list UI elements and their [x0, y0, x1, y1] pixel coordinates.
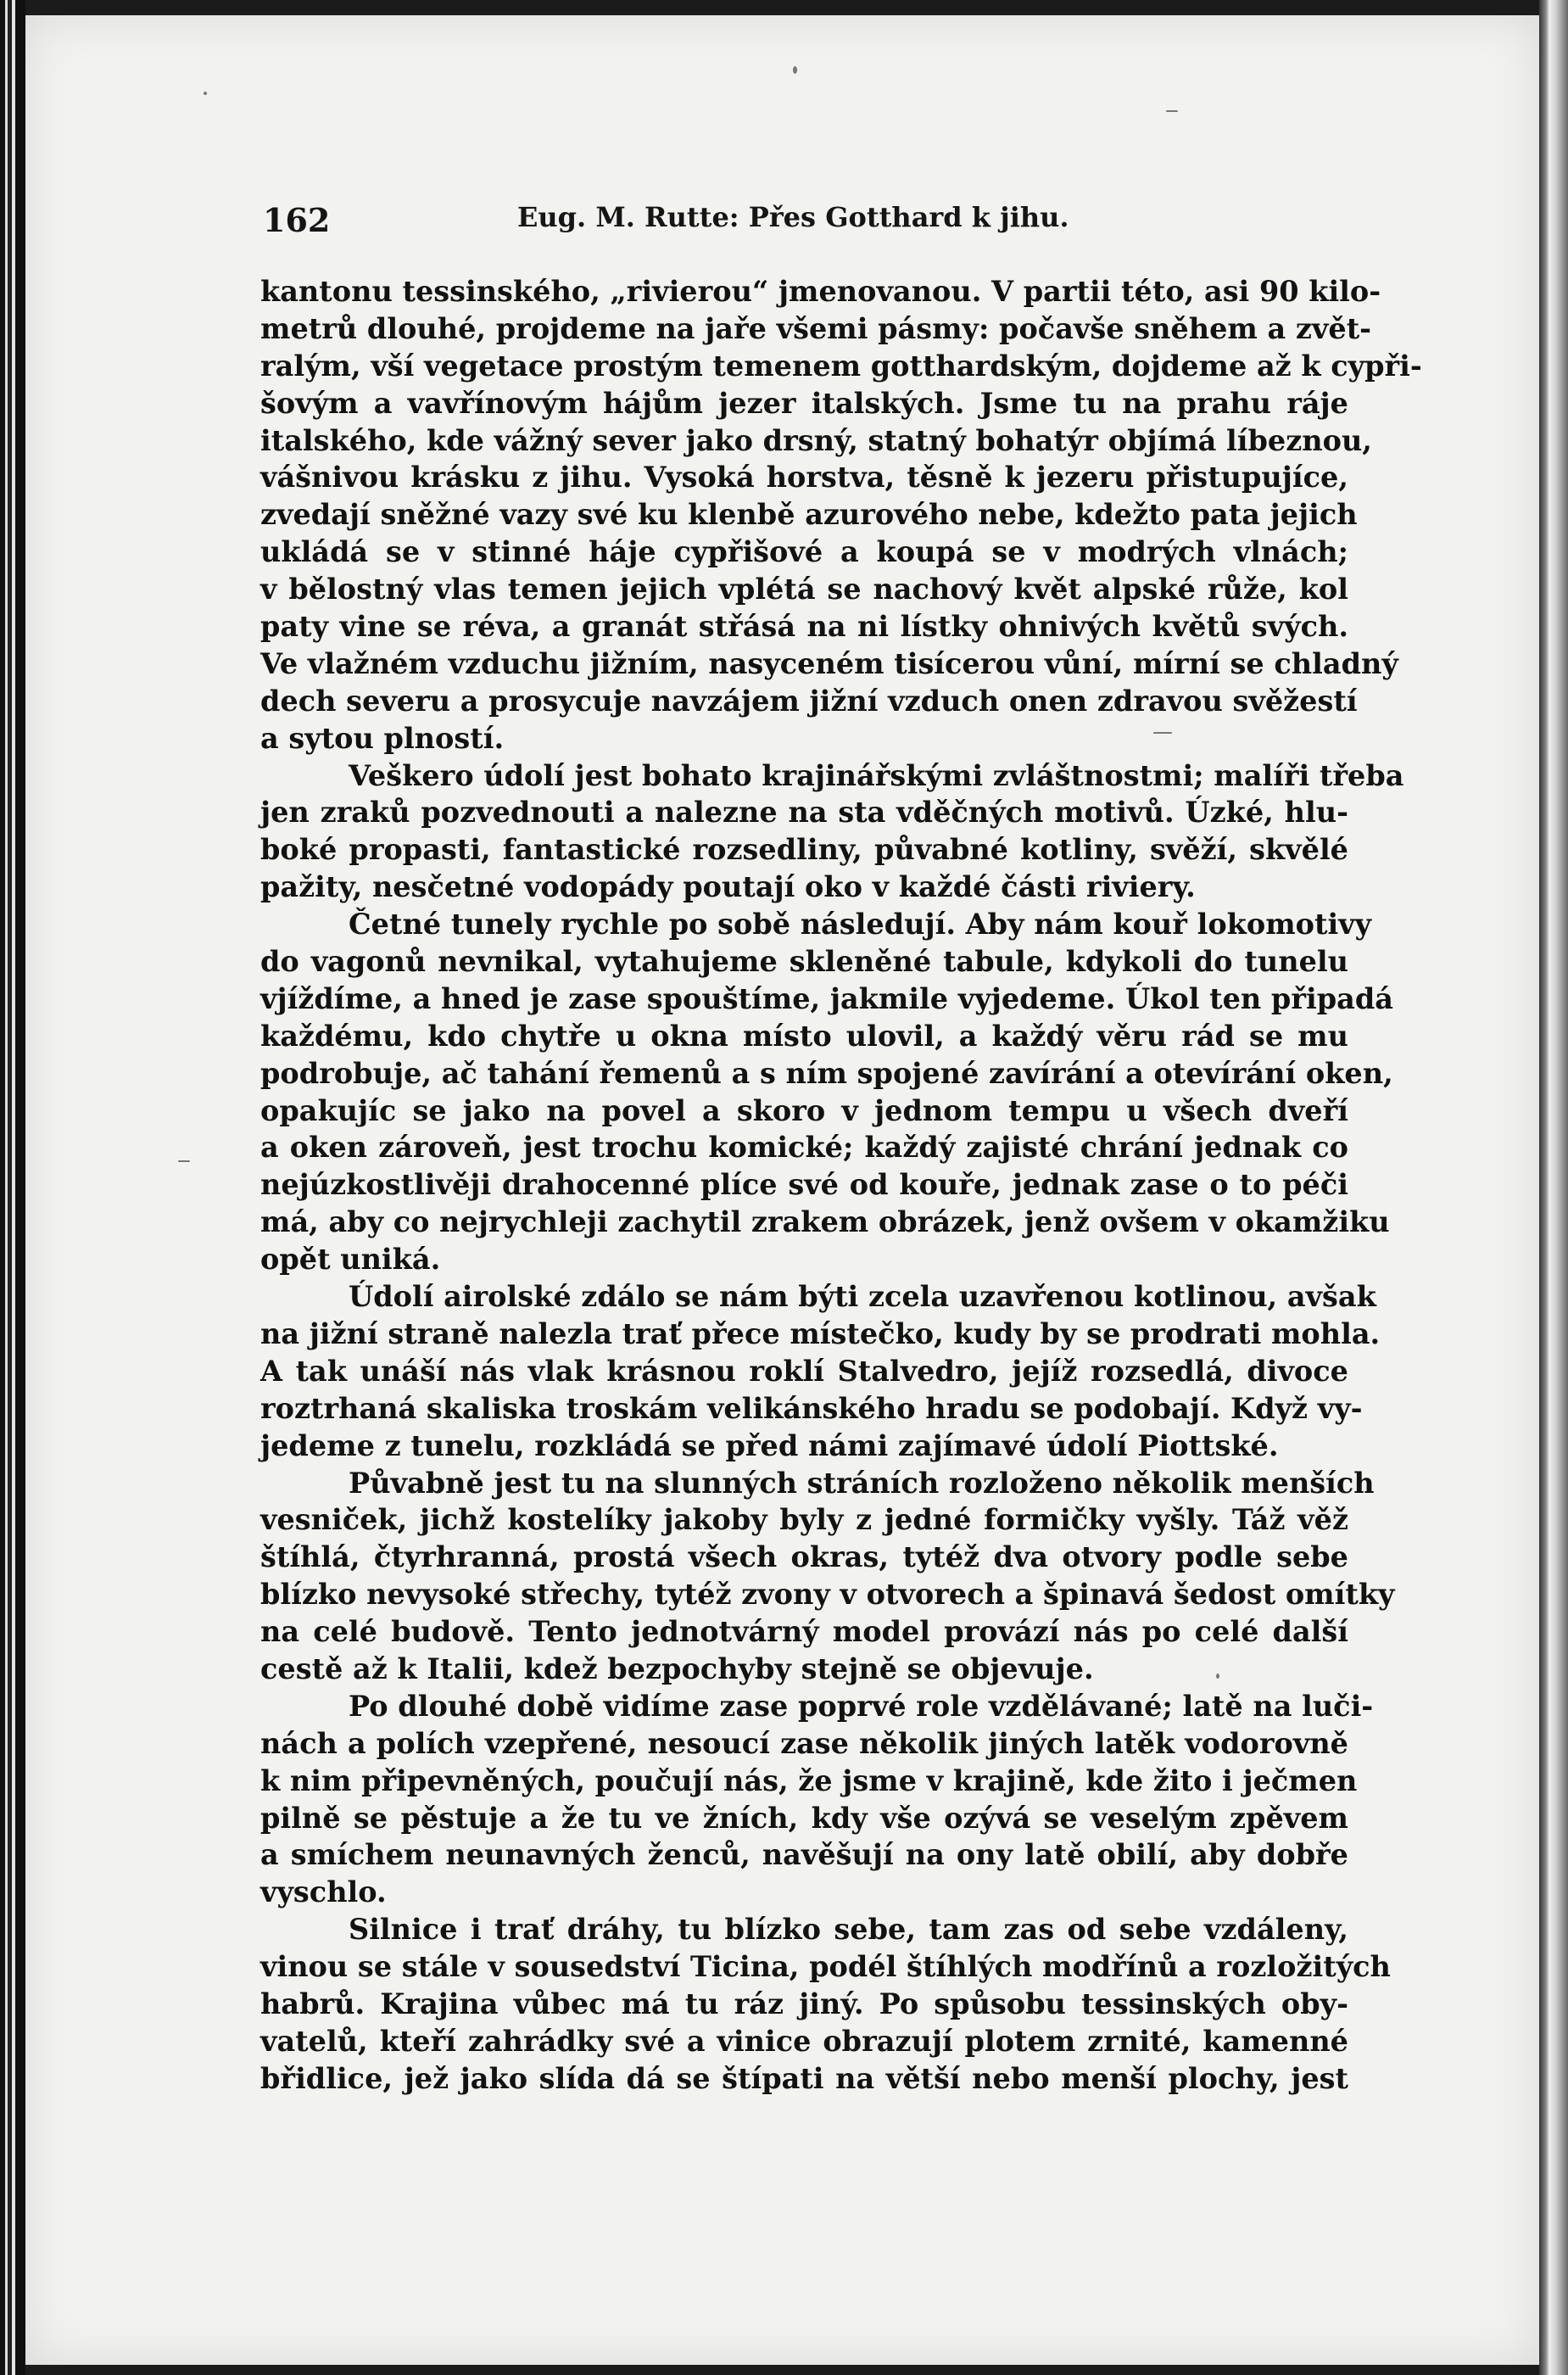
text-line: nejúzkostlivěji drahocenné plíce své od kouře, jednak zase o to péči: [260, 1168, 1348, 1202]
text-line: kantonu tessinského, „rivierou“ jmenovanou. V partii této, asi 90 kilo-: [260, 275, 1381, 308]
paper-speck: [178, 1160, 190, 1162]
text-line: vášnivou krásku z jihu. Vysoká horstva, těsně k jezeru přistupujíce,: [260, 461, 1348, 495]
text-line: pažity, nesčetné vodopády poutají oko v každé části riviery.: [260, 870, 1196, 904]
text-line: vjíždíme, a hned je zase spouštíme, jakmile vyjedeme. Úkol ten připadá: [260, 981, 1393, 1015]
paper-speck: [1166, 110, 1178, 112]
text-line: a smíchem neunavných ženců, navěšují na ony latě obilí, aby dobře: [260, 1838, 1348, 1872]
text-line: štíhlá, čtyrhranná, prostá všech okras, tytéž dva otvory podle sebe: [260, 1540, 1348, 1574]
text-line: ralým, vší vegetace prostým temenem gotthardským, dojdeme až k cypři-: [260, 349, 1422, 383]
paper-speck: [204, 92, 207, 95]
paragraph-start-line: Četné tunely rychle po sobě následují. Aby nám kouř lokomotivy: [349, 908, 1372, 942]
text-line: dech severu a prosycuje navzájem jižní vzduch onen zdravou svěžestí: [260, 684, 1358, 718]
text-line: břidlice, jež jako slída dá se štípati na větší nebo menší plochy, jest: [260, 2061, 1348, 2095]
paragraph-start-line: Silnice i trať dráhy, tu blízko sebe, tam zas od sebe vzdáleny,: [349, 1913, 1348, 1947]
text-line: nách a polích vzepřené, nesoucí zase několik jiných latěk vodorovně: [260, 1726, 1348, 1760]
page-header: [237, 191, 1085, 242]
text-line: podrobuje, ač tahání řemenů a s ním spojené zavírání a otevírání oken,: [260, 1056, 1393, 1090]
text-line: jen zraků pozvednouti a nalezne na sta vděčných motivů. Úzké, hlu-: [260, 796, 1348, 830]
next-page-edge: [1539, 0, 1568, 2375]
text-line: metrů dlouhé, projdeme na jaře všemi pásmy: počavše sněhem a zvět-: [260, 311, 1372, 345]
paragraph-start-line: Veškero údolí jest bohato krajinářskými zvláštnostmi; malíři třeba: [349, 758, 1404, 792]
paragraph-start-line: Po dlouhé době vidíme zase poprvé role vzdělávané; latě na luči-: [349, 1689, 1374, 1723]
text-line: A tak unáší nás vlak krásnou roklí Stalvedro, jejíž rozsedlá, divoce: [260, 1354, 1348, 1388]
paragraph-start-line: Údolí airolské zdálo se nám býti zcela uzavřenou kotlinou, avšak: [349, 1280, 1376, 1314]
text-line: Ve vlažném vzduchu jižním, nasyceném tisícerou vůní, mírní se chladný: [260, 646, 1398, 680]
text-line: vinou se stále v sousedství Ticina, podél štíhlých modřínů a rozložitých: [260, 1950, 1391, 1984]
text-line: paty vine se réva, a granát střásá na ni lístky ohnivých květů svých.: [260, 610, 1348, 644]
text-line: opakujíc se jako na povel a skoro v jednom tempu u všech dveří: [260, 1093, 1348, 1127]
text-line: do vagonů nevnikal, vytahujeme skleněné tabule, kdykoli do tunelu: [260, 945, 1348, 979]
text-line: na celé budově. Tento jednotvárný model provází nás po celé další: [260, 1615, 1348, 1649]
text-line: boké propasti, fantastické rozsedliny, půvabné kotliny, svěží, skvělé: [260, 833, 1348, 867]
text-line: v bělostný vlas temen jejich vplétá se nachový květ alpské růže, kol: [260, 573, 1348, 606]
text-line: a sytou plností.: [260, 721, 505, 755]
running-head: Eug. M. Rutte: Přes Gotthard k jihu.: [517, 201, 1069, 233]
text-line: italského, kde vážný sever jako drsný, statný bohatýr objímá líbeznou,: [260, 423, 1372, 457]
text-line: ukládá se v stinné háje cypřišové a koupá se v modrých vlnách;: [260, 535, 1348, 569]
text-line: šovým a vavřínovým hájům jezer italských. Jsme tu na prahu ráje: [260, 386, 1348, 420]
text-line: zvedají sněžné vazy své ku klenbě azurového nebe, kdežto pata jejich: [260, 498, 1358, 532]
text-line: jedeme z tunelu, rozkládá se před námi zajímavé údolí Piottské.: [260, 1428, 1279, 1462]
text-line: každému, kdo chytře u okna místo ulovil, a každý věru rád se mu: [260, 1019, 1348, 1053]
body-text: [260, 273, 1422, 2098]
paper-speck: [793, 66, 797, 74]
text-line: vyschlo.: [260, 1875, 387, 1909]
text-line: a oken zároveň, jest trochu komické; každý zajisté chrání jednak co: [260, 1131, 1348, 1165]
text-line: vesniček, jichž kostelíky jakoby byly z jedné formičky vyšly. Táž věž: [260, 1503, 1348, 1537]
text-line: blízko nevysoké střechy, tytéž zvony v otvorech a špinavá šedost omítky: [260, 1578, 1395, 1612]
text-line: opět uniká.: [260, 1243, 441, 1277]
text-line: pilně se pěstuje a že tu ve žních, kdy vše ozývá se veselým zpěvem: [260, 1801, 1348, 1835]
text-line: habrů. Krajina vůbec má tu ráz jiný. Po spůsobu tessinských oby-: [260, 1987, 1348, 2020]
text-line: vatelů, kteří zahrádky své a vinice obrazují plotem zrnité, kamenné: [260, 2024, 1348, 2058]
text-line: cestě až k Italii, kdež bezpochyby stejně se objevuje.: [260, 1651, 1094, 1685]
text-line: na jižní straně nalezla trať přece místečko, kudy by se prodrati mohla.: [260, 1316, 1381, 1350]
page-number: 162: [263, 201, 331, 239]
text-line: má, aby co nejrychleji zachytil zrakem obrázek, jenž ovšem v okamžiku: [260, 1205, 1390, 1239]
text-line: k nim připevněných, poučují nás, že jsme v krajině, kde žito i ječmen: [260, 1763, 1358, 1797]
book-binding: [0, 0, 25, 2375]
paragraph-start-line: Půvabně jest tu na slunných stráních rozloženo několik menších: [349, 1466, 1375, 1500]
text-line: roztrhaná skaliska troskám velikánského hradu se podobají. Když vy-: [260, 1391, 1363, 1425]
